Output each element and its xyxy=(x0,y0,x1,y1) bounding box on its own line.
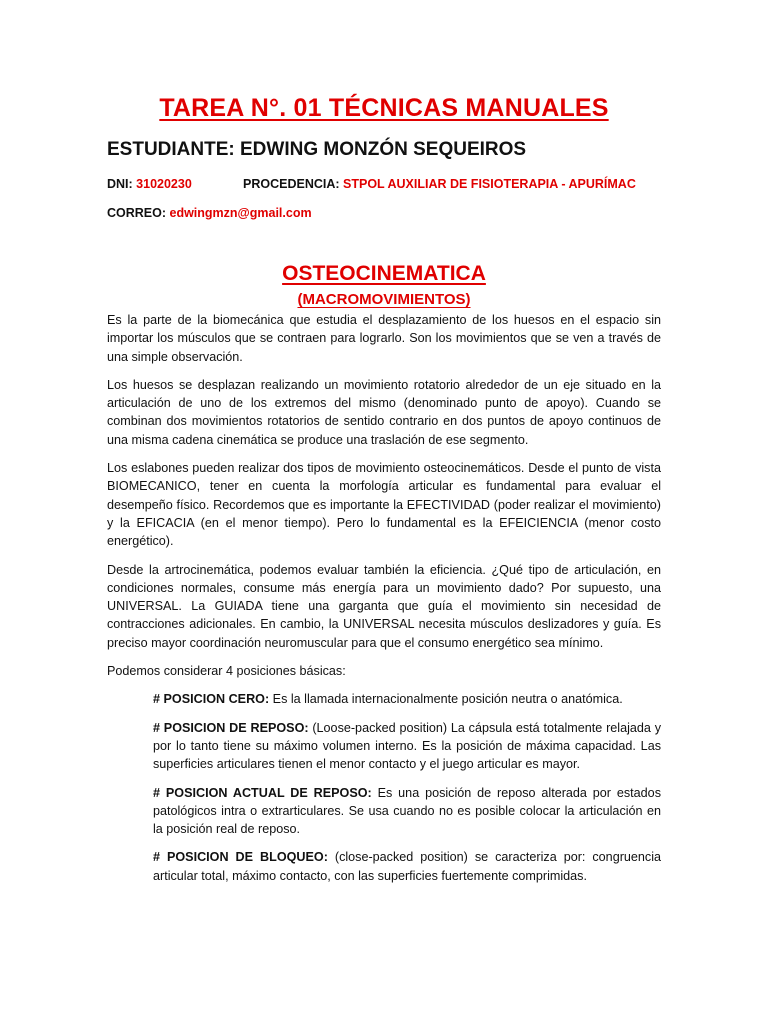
paragraph: Es la parte de la biomecánica que estudia el desplazamiento de los huesos en el espacio sin importar los músculos que se contraen para lograrlo. Son los movimientos que se ven a través de una simple observación. xyxy=(107,313,661,364)
dni-line xyxy=(107,177,192,191)
paragraph: Podemos considerar 4 posiciones básicas: xyxy=(107,664,346,679)
procedencia-label: PROCEDENCIA: xyxy=(243,177,344,191)
position-item xyxy=(153,784,661,839)
position-label: # POSICION ACTUAL DE REPOSO: xyxy=(153,785,378,800)
position-item xyxy=(153,848,661,885)
position-label: # POSICION DE REPOSO: xyxy=(153,720,313,735)
dni-label: DNI: xyxy=(107,177,137,191)
position-text: (close-packed position) se caracteriza por: congruencia articular total, máximo contacto, con las superficies fuertemente comprimidas. xyxy=(153,850,661,883)
correo-label: CORREO: xyxy=(107,206,170,220)
position-item xyxy=(153,719,661,774)
position-item xyxy=(153,690,661,708)
paragraph: Los eslabones pueden realizar dos tipos de movimiento osteocinemáticos. Desde el punto de vista BIOMECANICO, tener en cuenta la morfología articular es fundamental para evaluar el desempeño físico. Recordemos que es importante la EFECTIVIDAD (poder realizar el movimiento) y la EFICACIA (en el menor tiempo). Pero lo fundamental es la EFEICIENCIA (menor costo energético). xyxy=(107,461,661,549)
position-text: (Loose-packed position) La cápsula está totalmente relajada y por lo tanto tiene su máximo volumen interno. Es la posición de máxima capacidad. Las superficies articulares tienen el menor contacto y el juego articular es mayor. xyxy=(153,720,661,772)
position-label: # POSICION DE BLOQUEO: xyxy=(153,850,335,865)
position-label: # POSICION CERO: xyxy=(153,692,273,707)
section-title: OSTEOCINEMATICA xyxy=(282,262,486,285)
procedencia-value: STPOL AUXILIAR DE FISIOTERAPIA - APURÍMAC xyxy=(343,177,636,191)
procedencia-line xyxy=(243,177,636,191)
paragraph: Los huesos se desplazan realizando un movimiento rotatorio alrededor de un eje situado en la articulación de uno de los extremos del mismo (denominado punto de apoyo). Cuando se combinan dos movimientos rotatorios de sentido contrario en dos puntos de apoyo continuos de una misma cadena cinemática se produce una traslación de ese segmento. xyxy=(107,377,661,447)
position-text: Es la llamada internacionalmente posición neutra o anatómica. xyxy=(272,692,623,707)
correo-value: edwingmzn@gmail.com xyxy=(169,206,312,220)
document-title: TAREA N°. 01 TÉCNICAS MANUALES xyxy=(159,94,609,122)
dni-value: 31020230 xyxy=(136,177,192,191)
student-name: ESTUDIANTE: EDWING MONZÓN SEQUEIROS xyxy=(107,139,527,160)
document-body xyxy=(107,311,661,895)
position-text: Es una posición de reposo alterada por estados patológicos intra o extrarticulares. Se usa cuando no es posible colocar la articulación en la posición real de reposo. xyxy=(153,785,661,837)
section-subtitle: (MACROMOVIMIENTOS) xyxy=(297,291,471,308)
paragraph: Desde la artrocinemática, podemos evaluar también la eficiencia. ¿Qué tipo de articulación, en condiciones normales, consume más energía para un movimiento dado? Por supuesto, una UNIVERSAL. La GUIADA tiene una garganta que guía el movimiento sin necesidad de contracciones adicionales. En cambio, la UNIVERSAL necesita músculos deslizadores y guía. Es preciso mayor coordinación neuromuscular para que el consumo energético sea mínimo. xyxy=(107,562,661,650)
correo-line xyxy=(107,206,312,220)
